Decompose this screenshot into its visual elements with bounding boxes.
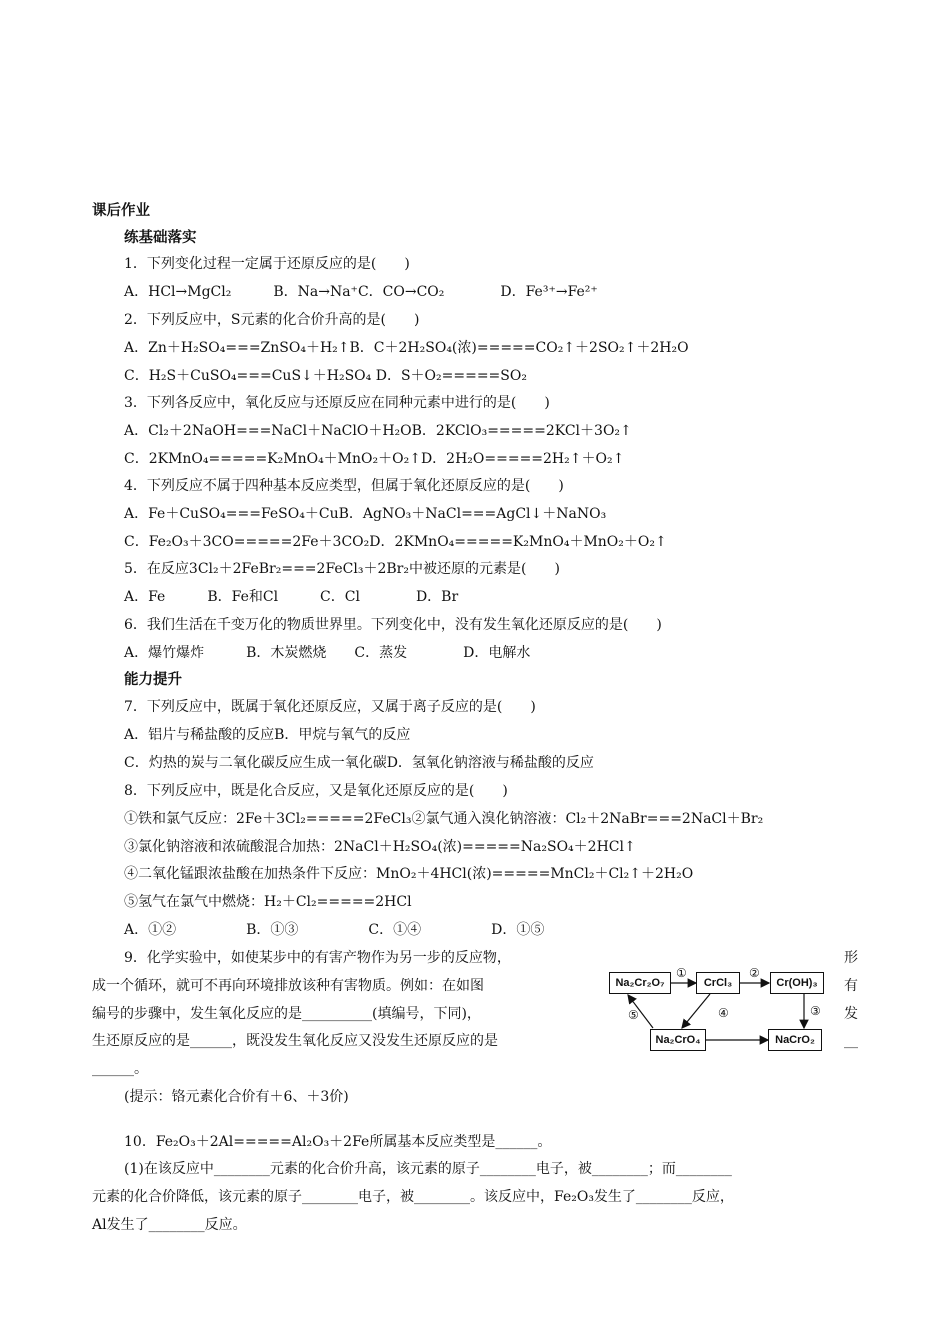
step-1-label: ① — [676, 966, 687, 980]
q9-line-4: 生还原反应的是______，既没发生氧化反应又没发生还原反应的是 — [92, 1033, 498, 1049]
q8-item-4: ⑤氢气在氯气中燃烧：H₂＋Cl₂=====2HCl — [124, 894, 412, 910]
step-5-label: ⑤ — [628, 1008, 639, 1022]
ability-heading: 能力提升 — [124, 672, 182, 688]
q3-options-2: C．2KMnO₄=====K₂MnO₄＋MnO₂＋O₂↑D．2H₂O=====2H₂↑＋O₂↑ — [124, 451, 625, 467]
q9-right-3: 发 — [844, 1006, 858, 1022]
q1-options: A．HCl→MgCl₂ B．Na→Na⁺C．CO→CO₂ D．Fe³⁺→Fe²⁺ — [124, 284, 598, 300]
q9-line-5: ______。 — [92, 1061, 148, 1077]
q9-right-1: 形 — [844, 950, 858, 966]
diagram-box-croh3: Cr(OH)₃ — [770, 972, 824, 994]
chromium-cycle-diagram — [606, 962, 838, 1062]
step-4-label: ④ — [718, 1006, 729, 1020]
q4-stem: 4．下列反应不属于四种基本反应类型，但属于氧化还原反应的是( ) — [124, 478, 564, 494]
q2-options-2: C．H₂S＋CuSO₄===CuS↓＋H₂SO₄ D．S＋O₂=====SO₂ — [124, 368, 527, 384]
q7-options-2: C．灼热的炭与二氧化碳反应生成一氧化碳D．氢氧化钠溶液与稀盐酸的反应 — [124, 755, 594, 771]
q4-options-1: A．Fe＋CuSO₄===FeSO₄＋CuB．AgNO₃＋NaCl===AgCl↓＋NaNO₃ — [124, 506, 607, 522]
diagram-box-na2cro4: Na₂CrO₄ — [650, 1029, 706, 1051]
q8-item-1: ①铁和氯气反应：2Fe＋3Cl₂=====2FeCl₃②氯气通入溴化钠溶液：Cl₂＋2NaBr===2NaCl＋Br₂ — [124, 811, 764, 827]
q8-stem: 8．下列反应中，既是化合反应，又是氧化还原反应的是( ) — [124, 783, 508, 799]
step-2-label: ② — [749, 966, 760, 980]
q8-item-2: ③氯化钠溶液和浓硫酸混合加热：2NaCl＋H₂SO₄(浓)=====Na₂SO₄＋2HCl↑ — [124, 839, 636, 855]
q2-options-1: A．Zn＋H₂SO₄===ZnSO₄＋H₂↑B．C＋2H₂SO₄(浓)=====CO₂↑＋2SO₂↑＋2H₂O — [124, 340, 689, 356]
q10-line-3: Al发生了________反应。 — [92, 1217, 247, 1233]
q6-options: A．爆竹爆炸 B．木炭燃烧 C．蒸发 D．电解水 — [124, 645, 531, 661]
q9-right-2: 有 — [844, 978, 858, 994]
q7-stem: 7．下列反应中，既属于氧化还原反应，又属于离子反应的是( ) — [124, 699, 536, 715]
q5-options: A．Fe B．Fe和Cl C．Cl D．Br — [124, 589, 459, 605]
q3-options-1: A．Cl₂＋2NaOH===NaCl＋NaClO＋H₂OB．2KClO₃=====2KCl＋3O₂↑ — [124, 423, 632, 439]
diagram-box-nacro2: NaCrO₂ — [768, 1029, 822, 1051]
q9-line-1: 9．化学实验中，如使某步中的有害产物作为另一步的反应物， — [124, 950, 511, 966]
q5-stem: 5．在反应3Cl₂＋2FeBr₂===2FeCl₃＋2Br₂中被还原的元素是( ) — [124, 561, 560, 577]
q1-stem: 1．下列变化过程一定属于还原反应的是( ) — [124, 256, 410, 272]
q7-options-1: A．铝片与稀盐酸的反应B．甲烷与氧气的反应 — [124, 727, 411, 743]
q6-stem: 6．我们生活在千变万化的物质世界里。下列变化中，没有发生氧化还原反应的是( ) — [124, 617, 662, 633]
diagram-box-crcl3: CrCl₃ — [696, 972, 740, 994]
q9-hint: (提示：铬元素化合价有＋6、＋3价) — [124, 1089, 349, 1105]
section-title: 课后作业 — [92, 203, 150, 219]
q9-line-3: 编号的步骤中，发生氧化反应的是__________(填编号，下同)， — [92, 1006, 481, 1022]
q4-options-2: C．Fe₂O₃＋3CO=====2Fe＋3CO₂D．2KMnO₄=====K₂MnO₄＋MnO₂＋O₂↑ — [124, 534, 667, 550]
q10-line-2: 元素的化合价降低，该元素的原子________电子，被________。该反应中，Fe₂O₃发生了________反应， — [92, 1189, 734, 1205]
diagram-box-na2cr2o7: Na₂Cr₂O₇ — [609, 972, 671, 994]
step-3-label: ③ — [810, 1004, 821, 1018]
q9-line-2: 成一个循环，就可不再向环境排放该种有害物质。例如：在如图 — [92, 978, 484, 994]
basic-heading: 练基础落实 — [124, 230, 197, 246]
q10-stem: 10．Fe₂O₃＋2Al=====Al₂O₃＋2Fe所属基本反应类型是______。 — [124, 1134, 552, 1150]
q9-right-4: __ — [844, 1033, 858, 1049]
q10-line-1: (1)在该反应中________元素的化合价升高，该元素的原子________电子，被________；而________ — [124, 1161, 732, 1177]
q2-stem: 2．下列反应中，S元素的化合价升高的是( ) — [124, 312, 420, 328]
q3-stem: 3．下列各反应中，氧化反应与还原反应在同种元素中进行的是( ) — [124, 395, 550, 411]
q8-options: A．①② B．①③ C．①④ D．①⑤ — [124, 922, 545, 938]
q8-item-3: ④二氧化锰跟浓盐酸在加热条件下反应：MnO₂＋4HCl(浓)=====MnCl₂＋Cl₂↑＋2H₂O — [124, 866, 694, 882]
